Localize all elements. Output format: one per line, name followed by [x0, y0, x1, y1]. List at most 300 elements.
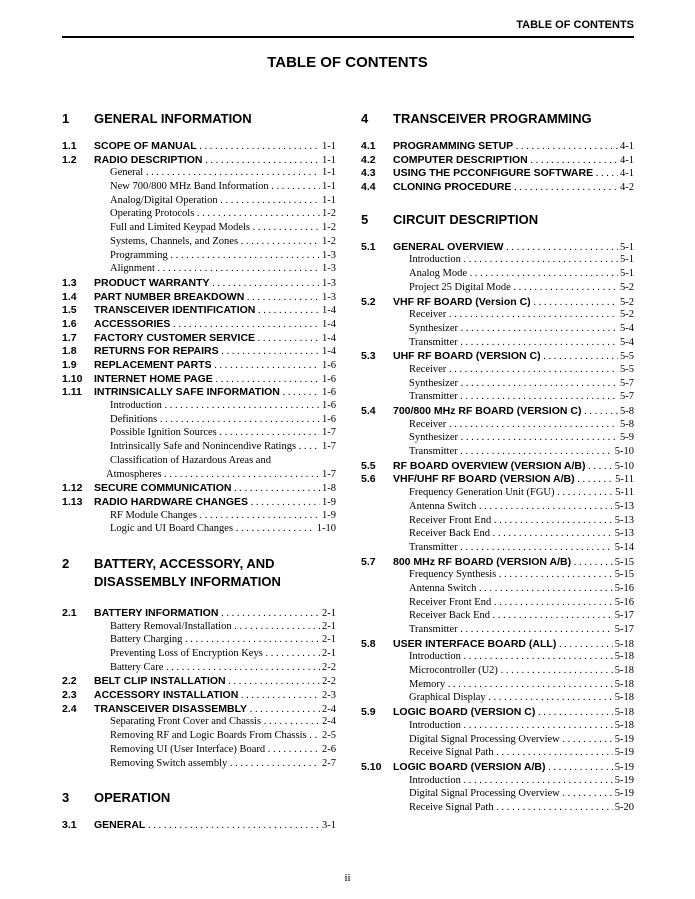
- toc-entry[interactable]: [361, 528, 634, 542]
- toc-entry-page: 5-4: [620, 336, 634, 348]
- toc-entry-number: 2.3: [62, 689, 77, 702]
- toc-entry-page: 5-2: [620, 309, 634, 321]
- toc-entry-label: Possible Ignition Sources . . .: [94, 427, 320, 438]
- toc-entry[interactable]: [62, 304, 336, 318]
- toc-entry-number: 1.12: [62, 482, 83, 495]
- toc-entry-label: PART NUMBER BREAKDOWN . . .: [94, 291, 320, 303]
- toc-entry[interactable]: [62, 250, 336, 264]
- toc-entry[interactable]: [361, 487, 634, 501]
- toc-entry-page: 5-13: [614, 528, 634, 540]
- toc-entry[interactable]: [361, 154, 634, 168]
- toc-entry-label: INTRINSICALLY SAFE INFORMATION . . .: [94, 386, 320, 398]
- toc-entry[interactable]: [62, 730, 336, 744]
- toc-entry[interactable]: [361, 241, 634, 255]
- toc-entry[interactable]: [361, 720, 634, 734]
- toc-entry-page: 1-4: [322, 318, 336, 330]
- toc-list: [361, 241, 634, 816]
- toc-entry[interactable]: [361, 181, 634, 195]
- toc-entry-label: VHF RF BOARD (Version C) . . .: [393, 296, 618, 308]
- toc-entry-number: 1.11: [62, 386, 82, 399]
- toc-entry-page: 5-16: [614, 582, 634, 594]
- toc-entry-number: 5.9: [361, 706, 376, 719]
- toc-entry-page: 3-1: [322, 820, 336, 832]
- toc-entry-number: 1.2: [62, 153, 77, 166]
- toc-entry-label: Introduction . . .: [393, 254, 618, 265]
- toc-entry-page: 2-1: [322, 634, 336, 646]
- toc-entry-number: 3.1: [62, 819, 77, 832]
- toc-entry-label: Receiver Back End . . .: [393, 528, 613, 539]
- toc-entry[interactable]: [361, 167, 634, 181]
- toc-entry-label: ACCESSORIES . . .: [94, 318, 320, 330]
- toc-entry-label: COMPUTER DESCRIPTION . . .: [393, 154, 618, 166]
- toc-entry-page: 1-9: [322, 496, 336, 508]
- toc-entry-number: 1.9: [62, 359, 77, 371]
- toc-entry-page: 1-6: [322, 387, 336, 399]
- toc-entry-number: 2.1: [62, 606, 77, 619]
- toc-entry-label: PROGRAMMING SETUP . . .: [393, 140, 618, 152]
- toc-entry-page: 1-3: [322, 249, 336, 261]
- toc-entry[interactable]: [62, 291, 336, 305]
- toc-entry-page: 2-4: [322, 703, 336, 715]
- toc-entry-page: 5-16: [614, 596, 634, 608]
- toc-entry-page: 1-3: [322, 291, 336, 303]
- toc-entry[interactable]: [62, 263, 336, 277]
- toc-entry-page: 5-18: [614, 651, 634, 663]
- toc-entry[interactable]: [62, 675, 336, 689]
- toc-entry[interactable]: [361, 473, 634, 487]
- toc-entry-page: 2-1: [322, 648, 336, 659]
- toc-entry-page: 5-13: [614, 514, 634, 526]
- toc-entry-number: 1.1: [62, 140, 77, 152]
- toc-entry-label: Operating Protocols . . .: [94, 208, 320, 219]
- toc-left-column: [62, 110, 336, 833]
- toc-entry-label: BATTERY INFORMATION . . .: [94, 607, 320, 619]
- toc-entry-label: FACTORY CUSTOMER SERVICE . . .: [94, 332, 320, 344]
- section-heading: 1 GENERAL INFORMATION: [62, 111, 252, 126]
- toc-entry-page: 5-13: [614, 500, 634, 512]
- toc-entry-page: 5-18: [614, 692, 634, 704]
- toc-entry-label: GENERAL . . .: [94, 819, 320, 831]
- toc-entry[interactable]: [361, 747, 634, 761]
- toc-entry-label: GENERAL OVERVIEW . . .: [393, 241, 618, 253]
- toc-entry-page: 5-2: [620, 281, 634, 293]
- toc-entry[interactable]: [62, 441, 336, 455]
- toc-entry[interactable]: [62, 455, 336, 469]
- toc-entry-page: 4-1: [620, 141, 634, 152]
- toc-entry[interactable]: [361, 734, 634, 748]
- toc-entry-label: TRANSCEIVER DISASSEMBLY . . .: [94, 703, 320, 715]
- toc-entry[interactable]: [361, 391, 634, 405]
- toc-entry[interactable]: [62, 703, 336, 717]
- toc-entry[interactable]: [62, 167, 336, 181]
- toc-entry-page: 5-19: [614, 747, 634, 759]
- toc-entry[interactable]: [361, 610, 634, 624]
- toc-entry-label: Receiver . . .: [393, 364, 618, 375]
- toc-entry[interactable]: [361, 638, 634, 652]
- toc-entry-label: Transmitter . . .: [393, 391, 618, 402]
- toc-entry-page: 2-4: [322, 716, 336, 728]
- toc-entry-number: 5.10: [361, 760, 382, 773]
- toc-entry-number: 5.5: [361, 459, 376, 472]
- toc-entry[interactable]: [62, 648, 336, 662]
- toc-entry[interactable]: [62, 469, 336, 483]
- toc-entry[interactable]: [62, 140, 336, 154]
- toc-entry-label: Removing RF and Logic Boards From Chassis . . .: [94, 730, 320, 741]
- toc-entry-label: Classification of Hazardous Areas and: [110, 454, 271, 466]
- toc-entry-label: SECURE COMMUNICATION . . .: [94, 482, 320, 494]
- toc-entry[interactable]: [361, 569, 634, 583]
- toc-entry-label: Graphical Display . . .: [393, 692, 613, 703]
- toc-entry-page: 5-14: [614, 541, 634, 553]
- toc-entry-page: 5-19: [614, 733, 634, 745]
- toc-entry-page: 5-17: [614, 624, 634, 635]
- toc-entry-label: Synthesizer . . .: [393, 323, 618, 334]
- toc-entry-page: 5-20: [614, 801, 634, 813]
- toc-entry-page: 5-18: [614, 638, 634, 650]
- toc-entry-page: 5-9: [620, 432, 634, 444]
- toc-entry[interactable]: [361, 501, 634, 515]
- toc-entry-number: 5.3: [361, 350, 376, 363]
- toc-entry-page: 2-1: [322, 607, 336, 619]
- toc-entry-number: 2.2: [62, 675, 77, 688]
- toc-entry-label: Receive Signal Path . . .: [393, 802, 613, 813]
- toc-list: [62, 607, 336, 771]
- toc-entry[interactable]: [361, 460, 634, 474]
- toc-entry-page: 5-18: [614, 678, 634, 690]
- toc-entry-page: 5-1: [620, 268, 634, 280]
- toc-entry-label: LOGIC BOARD (VERSION A/B) . . .: [393, 761, 613, 773]
- toc-entry[interactable]: [62, 634, 336, 648]
- toc-entry-label: Synthesizer . . .: [393, 432, 618, 443]
- toc-entry-number: 1.10: [62, 372, 83, 385]
- toc-entry-label: Alignment . . .: [94, 263, 320, 274]
- toc-entry[interactable]: [361, 378, 634, 392]
- toc-entry-page: 4-1: [620, 168, 634, 180]
- toc-entry-number: 1.3: [62, 276, 77, 289]
- section-heading: 4 TRANSCEIVER PROGRAMMING: [361, 111, 592, 126]
- toc-entry-label: Receiver Back End . . .: [393, 610, 613, 621]
- toc-entry[interactable]: [361, 542, 634, 556]
- toc-entry-page: 1-6: [322, 373, 336, 385]
- toc-entry-page: 1-2: [322, 222, 336, 234]
- section-heading: 2 BATTERY, ACCESSORY, AND DISASSEMBLY INFORMATION: [62, 555, 281, 589]
- toc-entry-page: 1-1: [322, 181, 336, 193]
- toc-entry-label: CLONING PROCEDURE . . .: [393, 181, 618, 193]
- toc-entry-page: 5-5: [620, 363, 634, 375]
- toc-entry-page: 1-3: [322, 277, 336, 289]
- toc-entry-label: Receiver . . .: [393, 309, 618, 320]
- toc-entry-page: 5-19: [614, 788, 634, 800]
- toc-entry-page: 1-9: [322, 509, 336, 521]
- toc-entry[interactable]: [361, 624, 634, 638]
- toc-entry-page: 5-18: [614, 665, 634, 677]
- toc-entry-page: 5-7: [620, 377, 634, 389]
- toc-entry-page: 5-11: [615, 474, 634, 486]
- toc-entry-label: Atmospheres . . .: [94, 469, 320, 480]
- toc-entry-page: 1-4: [322, 346, 336, 358]
- toc-entry-page: 1-4: [322, 332, 336, 344]
- toc-entry-label: Analog Mode . . .: [393, 268, 618, 279]
- toc-entry-label: Removing Switch assembly . . .: [94, 758, 320, 769]
- toc-entry[interactable]: [361, 515, 634, 529]
- toc-entry-page: 1-1: [322, 194, 336, 206]
- toc-entry-label: Battery Care . . .: [94, 662, 320, 673]
- toc-entry-label: Digital Signal Processing Overview . . .: [393, 734, 613, 745]
- toc-entry[interactable]: [361, 802, 634, 816]
- toc-entry-label: Removing UI (User Interface) Board . . .: [94, 744, 320, 755]
- toc-entry[interactable]: [62, 819, 336, 833]
- toc-entry[interactable]: [361, 651, 634, 665]
- toc-entry-page: 1-1: [322, 141, 336, 152]
- toc-entry[interactable]: [62, 373, 336, 387]
- toc-entry-page: 1-8: [322, 483, 336, 495]
- toc-entry[interactable]: [62, 359, 336, 373]
- toc-list: [62, 819, 336, 833]
- toc-entry-page: 5-18: [614, 719, 634, 731]
- toc-entry-label: INTERNET HOME PAGE . . .: [94, 373, 320, 385]
- toc-entry-label: Project 25 Digital Mode . . .: [393, 282, 618, 293]
- toc-entry[interactable]: [62, 318, 336, 332]
- toc-entry[interactable]: [361, 679, 634, 693]
- header-rule: [62, 36, 634, 38]
- toc-entry-label: Receiver . . .: [393, 419, 618, 430]
- toc-entry[interactable]: [62, 195, 336, 209]
- toc-entry-page: 5-10: [614, 446, 634, 458]
- toc-entry[interactable]: [361, 432, 634, 446]
- toc-entry[interactable]: [62, 414, 336, 428]
- toc-entry-label: Antenna Switch . . .: [393, 501, 613, 512]
- toc-entry-label: Frequency Synthesis . . .: [393, 569, 613, 580]
- toc-entry[interactable]: [62, 208, 336, 222]
- toc-entry[interactable]: [361, 583, 634, 597]
- toc-entry-label: UHF RF BOARD (VERSION C) . . .: [393, 350, 618, 362]
- toc-entry-page: 1-6: [322, 413, 336, 425]
- toc-entry-label: Memory . . .: [393, 679, 613, 690]
- toc-entry-number: 1.4: [62, 290, 77, 303]
- toc-entry[interactable]: [361, 323, 634, 337]
- toc-entry[interactable]: [62, 154, 336, 168]
- toc-entry-label: Introduction . . .: [393, 720, 613, 731]
- toc-entry[interactable]: [361, 788, 634, 802]
- toc-entry-page: 2-6: [322, 743, 336, 755]
- toc-entry-label: RF BOARD OVERVIEW (VERSION A/B) . . .: [393, 460, 613, 472]
- toc-entry-number: 1.8: [62, 345, 77, 358]
- toc-entry-page: 2-1: [322, 620, 336, 632]
- toc-entry[interactable]: [62, 510, 336, 524]
- toc-entry-number: 1.6: [62, 317, 77, 330]
- toc-entry-label: Introduction . . .: [393, 775, 613, 786]
- toc-entry-label: RETURNS FOR REPAIRS . . .: [94, 345, 320, 357]
- toc-entry-label: Full and Limited Keypad Models . . .: [94, 222, 320, 233]
- toc-entry-label: RADIO DESCRIPTION . . .: [94, 154, 320, 166]
- toc-entry[interactable]: [361, 254, 634, 268]
- toc-entry-page: 5-1: [620, 241, 634, 253]
- toc-entry-label: General . . .: [94, 167, 320, 178]
- toc-entry[interactable]: [62, 236, 336, 250]
- toc-entry-number: 4.4: [361, 181, 376, 194]
- toc-entry-page: 5-8: [620, 418, 634, 430]
- toc-entry[interactable]: [62, 758, 336, 772]
- toc-entry-label: Receive Signal Path . . .: [393, 747, 613, 758]
- toc-entry[interactable]: [361, 665, 634, 679]
- toc-entry-page: 5-15: [614, 569, 634, 581]
- toc-entry[interactable]: [62, 607, 336, 621]
- toc-entry-page: 4-2: [620, 182, 634, 194]
- toc-entry-page: 5-15: [614, 556, 634, 568]
- toc-entry[interactable]: [62, 621, 336, 635]
- toc-entry-page: 2-2: [322, 661, 336, 673]
- toc-entry-label: Transmitter . . .: [393, 337, 618, 348]
- toc-list: [62, 140, 336, 537]
- toc-entry[interactable]: [62, 744, 336, 758]
- toc-entry-label: USING THE PCCONFIGURE SOFTWARE . . .: [393, 167, 618, 179]
- toc-entry[interactable]: [361, 597, 634, 611]
- toc-entry-label: Frequency Generation Unit (FGU) . . .: [393, 487, 613, 498]
- section-heading: 3 OPERATION: [62, 790, 171, 806]
- toc-entry-label: Logic and UI Board Changes . . .: [94, 523, 315, 534]
- toc-entry-page: 5-19: [614, 761, 634, 773]
- toc-entry[interactable]: [62, 332, 336, 346]
- toc-entry[interactable]: [62, 716, 336, 730]
- toc-entry[interactable]: [62, 277, 336, 291]
- toc-entry-number: 1.7: [62, 331, 77, 344]
- toc-entry-number: 1.5: [62, 304, 77, 317]
- toc-entry[interactable]: [361, 268, 634, 282]
- toc-entry-page: 1-6: [322, 360, 336, 371]
- toc-entry-label: Transmitter . . .: [393, 542, 613, 553]
- section-heading: 5 CIRCUIT DESCRIPTION: [361, 211, 539, 227]
- toc-entry[interactable]: [361, 296, 634, 310]
- toc-entry-number: 2.4: [62, 702, 77, 715]
- toc-entry[interactable]: [62, 496, 336, 510]
- toc-entry-label: USER INTERFACE BOARD (ALL) . . .: [393, 638, 613, 650]
- toc-entry-page: 1-1: [322, 167, 336, 179]
- toc-entry-page: 5-2: [620, 296, 634, 308]
- toc-entry-label: Intrinsically Safe and Nonincendive Ratings . . .: [94, 441, 320, 452]
- toc-entry[interactable]: [361, 337, 634, 351]
- toc-entry[interactable]: [62, 523, 336, 537]
- toc-entry-page: 1-1: [322, 154, 336, 166]
- toc-entry[interactable]: [361, 419, 634, 433]
- toc-entry[interactable]: [361, 692, 634, 706]
- toc-entry-page: 5-5: [620, 351, 634, 363]
- toc-entry-label: RADIO HARDWARE CHANGES . . .: [94, 496, 320, 508]
- toc-entry-label: Antenna Switch . . .: [393, 583, 613, 594]
- toc-entry-number: 5.7: [361, 555, 376, 568]
- toc-entry[interactable]: [62, 427, 336, 441]
- toc-entry-page: 5-8: [620, 406, 634, 417]
- toc-entry[interactable]: [62, 222, 336, 236]
- toc-entry-label: SCOPE OF MANUAL . . .: [94, 140, 320, 152]
- toc-entry-page: 5-1: [620, 254, 634, 266]
- toc-entry-number: 1.13: [62, 495, 83, 508]
- toc-entry-number: 5.2: [361, 295, 376, 308]
- toc-entry-page: 1-3: [322, 263, 336, 275]
- toc-entry-label: Programming . . .: [94, 250, 320, 261]
- toc-entry-page: 1-7: [322, 468, 336, 480]
- toc-right-column: [361, 110, 634, 816]
- toc-entry-number: 5.8: [361, 637, 376, 650]
- toc-entry-number: 5.1: [361, 240, 376, 253]
- toc-entry-label: New 700/800 MHz Band Information . . .: [94, 181, 320, 192]
- toc-entry[interactable]: [361, 282, 634, 296]
- toc-entry[interactable]: [361, 140, 634, 154]
- toc-entry[interactable]: [361, 350, 634, 364]
- toc-entry[interactable]: [361, 446, 634, 460]
- toc-entry[interactable]: [62, 482, 336, 496]
- toc-entry-page: 5-4: [620, 322, 634, 334]
- toc-entry[interactable]: [361, 775, 634, 789]
- toc-list: [361, 140, 634, 195]
- toc-entry-page: 1-7: [322, 427, 336, 439]
- toc-entry[interactable]: [62, 662, 336, 676]
- toc-entry-label: Receiver Front End . . .: [393, 597, 613, 608]
- toc-entry-number: 5.4: [361, 405, 376, 417]
- toc-entry[interactable]: [361, 364, 634, 378]
- toc-entry[interactable]: [361, 309, 634, 323]
- toc-entry[interactable]: [62, 689, 336, 703]
- toc-entry[interactable]: [62, 181, 336, 195]
- toc-entry-page: 1-2: [322, 235, 336, 247]
- toc-entry-label: Battery Removal/Installation . . .: [94, 621, 320, 632]
- toc-entry-label: RF Module Changes . . .: [94, 510, 320, 521]
- toc-entry-label: Digital Signal Processing Overview . . .: [393, 788, 613, 799]
- toc-entry-number: 4.1: [361, 140, 376, 152]
- toc-entry-page: 1-10: [316, 523, 336, 535]
- toc-entry-page: 2-3: [322, 690, 336, 702]
- toc-entry-number: 4.2: [361, 153, 376, 166]
- toc-entry-label: BELT CLIP INSTALLATION . . .: [94, 675, 320, 687]
- toc-entry-label: Transmitter . . .: [393, 624, 613, 635]
- page-title: TABLE OF CONTENTS: [267, 54, 428, 71]
- toc-entry-label: 800 MHz RF BOARD (VERSION A/B) . . .: [393, 556, 613, 568]
- toc-entry-label: Definitions . . .: [94, 414, 320, 425]
- toc-entry[interactable]: [361, 405, 634, 419]
- toc-entry-page: 1-2: [322, 208, 336, 220]
- toc-entry-page: 5-19: [614, 774, 634, 786]
- toc-entry-page: 5-7: [620, 391, 634, 403]
- toc-entry-page: 5-10: [614, 460, 634, 472]
- toc-entry-label: Receiver Front End . . .: [393, 515, 613, 526]
- toc-entry[interactable]: [361, 706, 634, 720]
- toc-entry-page: 4-1: [620, 154, 634, 166]
- toc-entry-page: 2-5: [322, 730, 336, 742]
- toc-entry-label: Introduction . . .: [393, 651, 613, 662]
- toc-entry-page: 2-7: [322, 757, 336, 769]
- toc-entry-label: VHF/UHF RF BOARD (VERSION A/B) . . .: [393, 473, 613, 485]
- page-number: ii: [344, 872, 351, 884]
- toc-entry-page: 2-2: [322, 676, 336, 688]
- toc-entry[interactable]: [361, 556, 634, 570]
- toc-entry-label: PRODUCT WARRANTY . . .: [94, 277, 320, 289]
- toc-entry[interactable]: [62, 400, 336, 414]
- toc-entry-page: 1-6: [322, 400, 336, 412]
- toc-entry-label: ACCESSORY INSTALLATION . . .: [94, 689, 320, 701]
- toc-entry[interactable]: [62, 386, 336, 400]
- toc-entry[interactable]: [361, 761, 634, 775]
- toc-entry-label: 700/800 MHz RF BOARD (VERSION C) . . .: [393, 405, 618, 417]
- toc-entry-label: Synthesizer . . .: [393, 378, 618, 389]
- toc-entry-page: 1-4: [322, 305, 336, 317]
- toc-entry-page: 5-11: [615, 487, 634, 499]
- running-header: TABLE OF CONTENTS: [516, 19, 634, 31]
- toc-entry-label: Systems, Channels, and Zones . . .: [94, 236, 320, 247]
- toc-entry-label: Transmitter . . .: [393, 446, 613, 457]
- toc-entry[interactable]: [62, 345, 336, 359]
- toc-entry-label: Microcontroller (U2) . . .: [393, 665, 613, 676]
- toc-entry-label: Preventing Loss of Encryption Keys . . .: [94, 648, 320, 659]
- toc-entry-number: 4.3: [361, 167, 376, 180]
